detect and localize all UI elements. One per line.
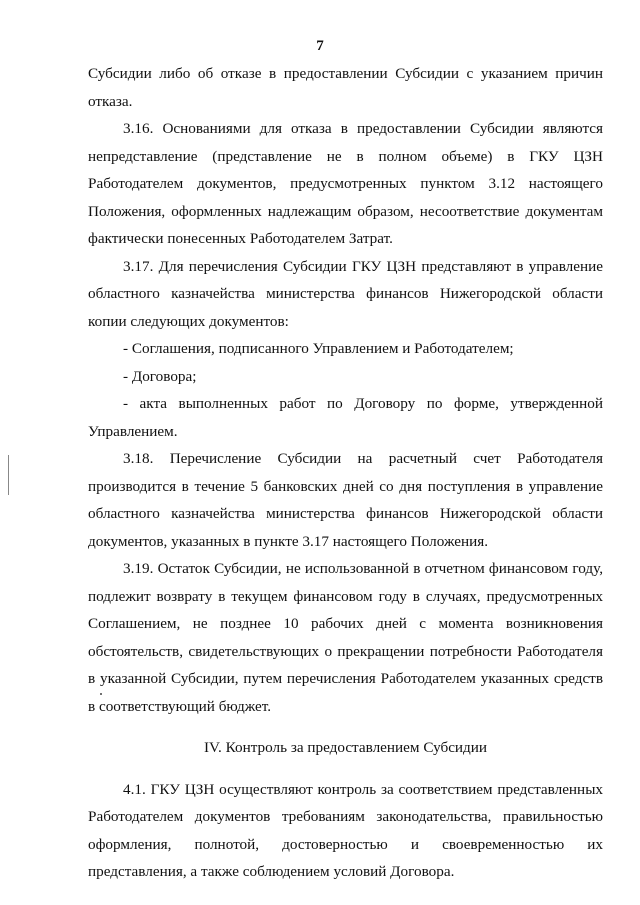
paragraph-3-17: 3.17. Для перечисления Субсидии ГКУ ЦЗН представляют в управление областного казначейства министерства финансов Нижегородской области копии следующих документов: xyxy=(88,257,603,330)
paragraph-3-19: 3.19. Остаток Субсидии, не использованной в отчетном финансовом году, подлежит возврату в текущем финансовом году в случаях, предусмотренных Соглашением, не позднее 10 рабочих дней с момента возникновения обстоятельств, свидетельствующих о прекращении потребности Работодателя в указанной Субсидии, путем перечисления Работодателем указанных средств в соответствующий бюджет. xyxy=(88,560,603,715)
scan-margin-mark xyxy=(8,455,9,495)
document-body xyxy=(88,60,603,886)
paragraph-3-16: 3.16. Основаниями для отказа в предоставлении Субсидии являются непредставление (представление не в полном объеме) в ГКУ ЦЗН Работодателем документов, предусмотренных пунктом 3.12 настоящего Положения, оформленных надлежащим образом, несоответствие документам фактически понесенных Работодателем Затрат. xyxy=(88,120,603,247)
paragraph-4-1: 4.1. ГКУ ЦЗН осуществляют контроль за соответствием представленных Работодателем документов требованиям законодательства, правильностью оформления, полнотой, достоверностью и своевременностью их представления, а также соблюдением условий Договора. xyxy=(88,780,603,880)
list-item-contract: - Договора; xyxy=(123,367,197,385)
list-item-act: - акта выполненных работ по Договору по форме, утвержденной Управлением. xyxy=(88,395,603,440)
page-number: 7 xyxy=(316,38,324,54)
list-item-agreement: - Соглашения, подписанного Управлением и Работодателем; xyxy=(123,340,514,357)
scan-speck xyxy=(100,693,102,695)
section-heading: IV. Контроль за предоставлением Субсидии xyxy=(203,739,488,756)
paragraph-3-18: 3.18. Перечисление Субсидии на расчетный счет Работодателя производится в течение 5 банковских дней со дня поступления в управление областного казначейства министерства финансов Нижегородской области документов, указанных в пункте 3.17 настоящего Положения. xyxy=(88,450,603,550)
paragraph-continuation: Субсидии либо об отказе в предоставлении Субсидии с указанием причин отказа. xyxy=(88,65,603,110)
